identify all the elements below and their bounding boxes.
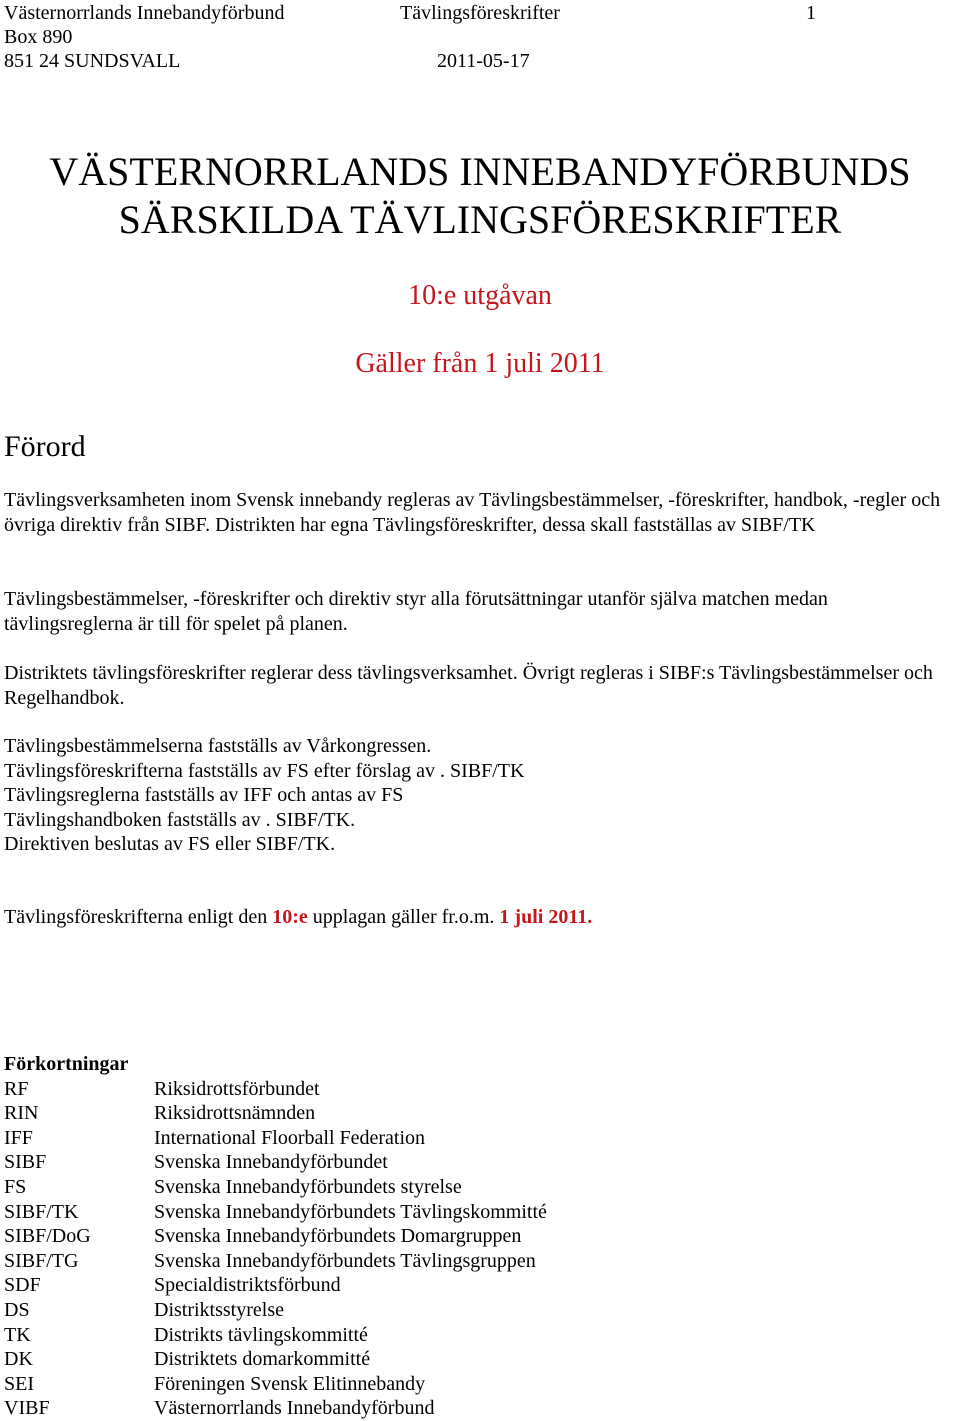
abbreviation-row xyxy=(4,1298,547,1323)
paragraph-line: Tävlingsföreskrifterna fastställs av FS efter förslag av . SIBF/TK xyxy=(4,759,525,782)
abbreviation-code: TK xyxy=(4,1323,31,1346)
validity-date: 1 juli 2011. xyxy=(499,906,593,928)
forord-paragraph-4 xyxy=(4,734,944,857)
forord-heading: Förord xyxy=(4,430,86,463)
abbreviation-row xyxy=(4,1396,547,1421)
paragraph-line: Direktiven beslutas av FS eller SIBF/TK. xyxy=(4,833,336,856)
abbreviation-code: SIBF/TG xyxy=(4,1249,79,1272)
paragraph-text: Tävlingsbestämmelser, -föreskrifter och direktiv styr alla förutsättningar utanför själva matchen medan tävlingsreglerna är till för spelet på planen. xyxy=(4,588,828,635)
abbreviation-name: International Floorball Federation xyxy=(154,1126,426,1149)
abbreviation-code: RF xyxy=(4,1077,29,1100)
abbreviation-code: SEI xyxy=(4,1372,34,1395)
forord-paragraph-2 xyxy=(4,587,944,636)
validity-edition: 10:e xyxy=(272,906,308,928)
abbreviation-row xyxy=(4,1372,547,1397)
abbreviations-table xyxy=(4,1052,547,1421)
abbreviation-code: SDF xyxy=(4,1274,41,1297)
abbreviation-name: Svenska Innebandyförbundet xyxy=(154,1151,388,1174)
abbreviations-title: Förkortningar xyxy=(4,1053,129,1075)
abbreviation-name: Svenska Innebandyförbundets Domargruppen xyxy=(154,1225,522,1248)
abbreviation-name: Specialdistriktsförbund xyxy=(154,1274,341,1297)
abbreviation-name: Distriktets domarkommitté xyxy=(154,1348,371,1371)
abbreviation-name: Distrikts tävlingskommitté xyxy=(154,1323,368,1346)
abbreviation-code: SIBF/DoG xyxy=(4,1225,91,1248)
header-page-number: 1 xyxy=(806,2,816,24)
abbreviation-name: Distriktsstyrelse xyxy=(154,1298,284,1321)
edition-label: 10:e utgåvan xyxy=(408,280,552,311)
forord-paragraph-5 xyxy=(4,905,944,930)
abbreviation-row xyxy=(4,1150,547,1175)
abbreviation-row xyxy=(4,1175,547,1200)
valid-from-label: Gäller från 1 juli 2011 xyxy=(355,348,605,379)
abbreviation-row xyxy=(4,1249,547,1274)
abbreviation-name: Svenska Innebandyförbundets Tävlingskommitté xyxy=(154,1200,547,1223)
abbreviation-row xyxy=(4,1101,547,1126)
paragraph-line: Tävlingsreglerna fastställs av IFF och antas av FS xyxy=(4,784,404,807)
abbreviation-code: IFF xyxy=(4,1126,33,1149)
abbreviation-name: Riksidrottsnämnden xyxy=(154,1102,316,1125)
abbreviation-row xyxy=(4,1347,547,1372)
header-address-city: 851 24 SUNDSVALL xyxy=(4,50,181,72)
abbreviation-row xyxy=(4,1200,547,1225)
abbreviation-name: Svenska Innebandyförbundets styrelse xyxy=(154,1175,462,1198)
abbreviation-code: VIBF xyxy=(4,1397,50,1420)
abbreviation-code: SIBF/TK xyxy=(4,1200,79,1223)
abbreviation-name: Riksidrottsförbundet xyxy=(154,1077,320,1100)
paragraph-text: Tävlingsverksamheten inom Svensk innebandy regleras av Tävlingsbestämmelser, -föreskrifter, handbok, -regler och övriga direktiv från SIBF. Distrikten har egna Tävlingsföreskrifter, dessa skall fastställas av SIBF/TK xyxy=(4,489,941,536)
validity-middle: upplagan gäller fr.o.m. xyxy=(307,906,500,928)
abbreviation-row xyxy=(4,1323,547,1348)
forord-paragraph-1 xyxy=(4,488,944,537)
abbreviation-code: DS xyxy=(4,1298,30,1321)
header-org: Västernorrlands Innebandyförbund xyxy=(4,2,285,24)
paragraph-text: Distriktets tävlingsföreskrifter reglerar dess tävlingsverksamhet. Övrigt regleras i SIBF:s Tävlingsbestämmelser och Regelhandbok. xyxy=(4,662,933,709)
header-date: 2011-05-17 xyxy=(437,50,530,72)
paragraph-line: Tävlingsbestämmelserna fastställs av Vårkongressen. xyxy=(4,735,432,757)
abbreviation-code: RIN xyxy=(4,1102,39,1125)
forord-paragraph-3 xyxy=(4,661,944,710)
header-address-box: Box 890 xyxy=(4,26,73,48)
abbreviation-code: FS xyxy=(4,1175,27,1198)
header-doc-title: Tävlingsföreskrifter xyxy=(400,2,560,24)
document-title-line2: SÄRSKILDA TÄVLINGSFÖRESKRIFTER xyxy=(118,197,842,242)
paragraph-line: Tävlingshandboken fastställs av . SIBF/TK. xyxy=(4,808,356,831)
validity-prefix: Tävlingsföreskrifterna enligt den xyxy=(4,906,273,928)
document-title-line1: VÄSTERNORRLANDS INNEBANDYFÖRBUNDS xyxy=(49,149,911,194)
abbreviation-name: Svenska Innebandyförbundets Tävlingsgruppen xyxy=(154,1249,536,1272)
abbreviation-code: SIBF xyxy=(4,1151,47,1174)
abbreviation-row xyxy=(4,1273,547,1298)
abbreviation-name: Västernorrlands Innebandyförbund xyxy=(154,1397,435,1420)
abbreviation-name: Föreningen Svensk Elitinnebandy xyxy=(154,1372,426,1395)
abbreviation-row xyxy=(4,1224,547,1249)
abbreviation-row xyxy=(4,1126,547,1151)
abbreviation-code: DK xyxy=(4,1348,33,1371)
abbreviation-row xyxy=(4,1077,547,1102)
